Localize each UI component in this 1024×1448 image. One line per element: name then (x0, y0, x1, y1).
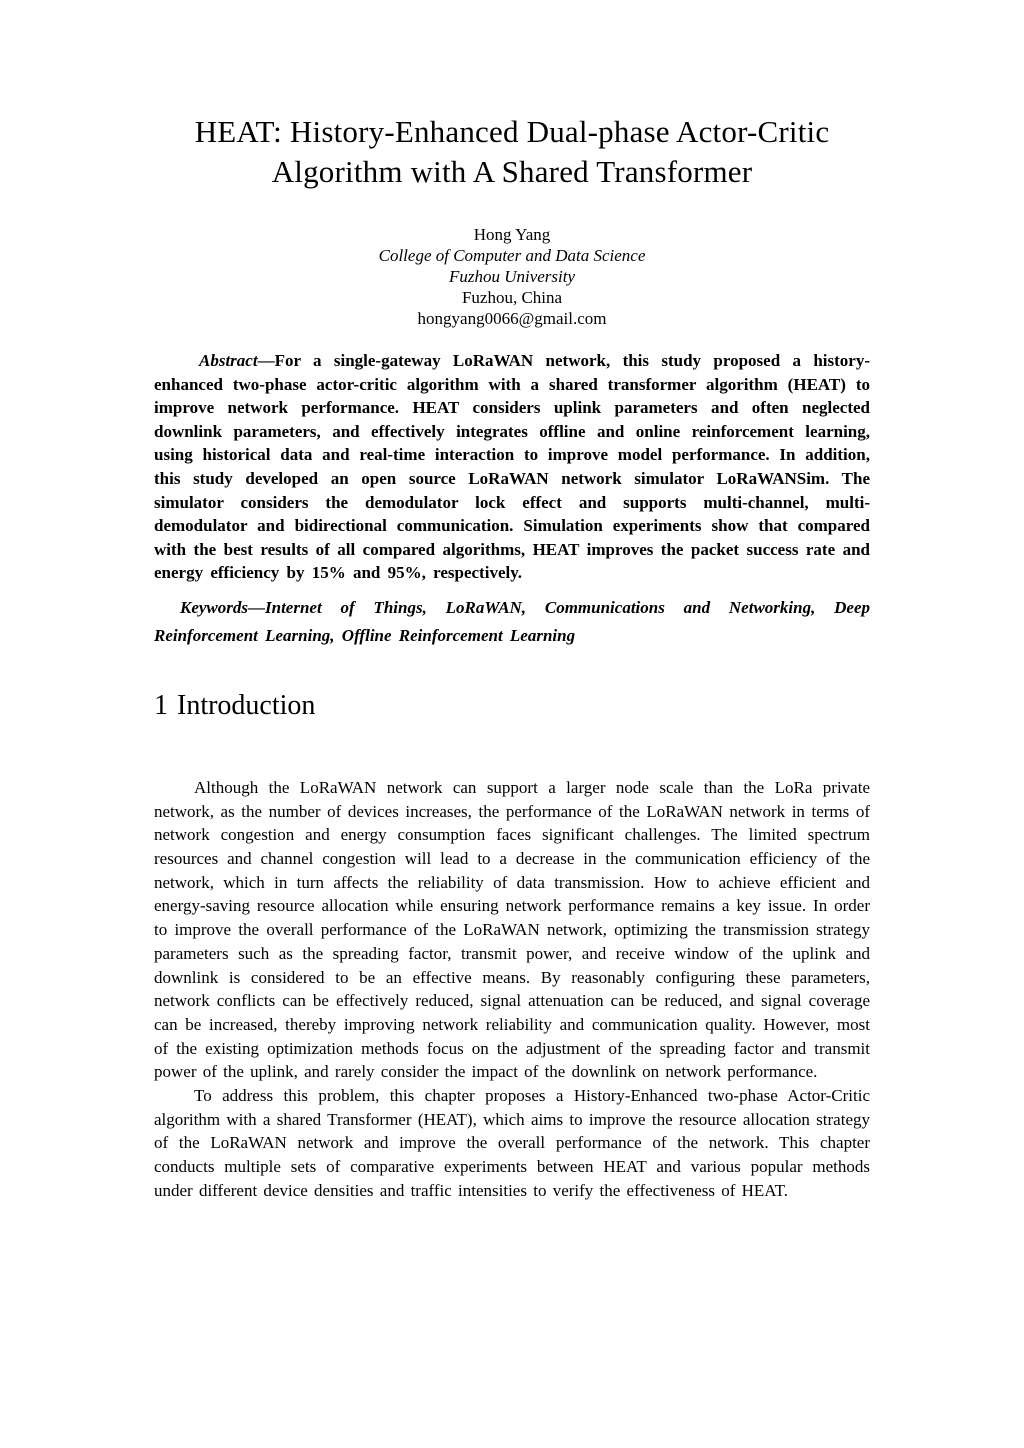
abstract-label: Abstract (199, 351, 258, 370)
author-location: Fuzhou, China (461, 288, 563, 307)
keywords-paragraph (154, 594, 870, 650)
section-title: Introduction (177, 689, 316, 721)
paper-title-line2: Algorithm with A Shared Transformer (271, 154, 753, 189)
author-affiliation-college: College of Computer and Data Science (378, 246, 646, 265)
keywords-label: Keywords (180, 597, 248, 617)
abstract-paragraph (154, 349, 870, 585)
intro-paragraph-2: To address this problem, this chapter proposes a History-Enhanced two-phase Actor-Critic algorithm with a shared Transformer (HEAT), which aims to improve the resource allocation strategy of the LoRaWAN network and improve the overall performance of the network. This chapter conducts multiple sets of comparative experiments between HEAT and various popular methods under different device densities and traffic intensities to verify the effectiveness of HEAT. (154, 1086, 870, 1200)
author-email: hongyang0066@gmail.com (417, 309, 607, 328)
author-name: Hong Yang (473, 225, 551, 244)
paper-title-line1: HEAT: History-Enhanced Dual-phase Actor-Critic (194, 114, 830, 149)
author-affiliation-university: Fuzhou University (448, 267, 576, 286)
paper-content (154, 0, 870, 1203)
section-number: 1 (154, 689, 168, 721)
paper-title (154, 112, 870, 192)
section-heading-introduction (154, 688, 870, 724)
abstract-text: —For a single-gateway LoRaWAN network, this study proposed a history-enhanced two-phase actor-critic algorithm with a shared transformer algorithm (HEAT) to improve network performance. HEAT considers uplink parameters and often neglected downlink parameters, and effectively integrates offline and online reinforcement learning, using historical data and real-time interaction to improve model performance. In addition, this study developed an open source LoRaWAN network simulator LoRaWANSim. The simulator considers the demodulator lock effect and supports multi-channel, multi-demodulator and bidirectional communication. Simulation experiments show that compared with the best results of all compared algorithms, HEAT improves the packet success rate and energy efficiency by 15% and 95%, respectively. (154, 351, 870, 583)
keywords-text: —Internet of Things, LoRaWAN, Communications and Networking, Deep Reinforcement Learning, Offline Reinforcement Learning (154, 597, 870, 645)
author-block (154, 224, 870, 329)
intro-paragraph-1: Although the LoRaWAN network can support a larger node scale than the LoRa private network, as the number of devices increases, the performance of the LoRaWAN network in terms of network congestion and energy consumption faces significant challenges. The limited spectrum resources and channel congestion will lead to a decrease in the communication efficiency of the network, which in turn affects the reliability of data transmission. How to achieve efficient and energy-saving resource allocation while ensuring network performance remains a key issue. In order to improve the overall performance of the LoRaWAN network, optimizing the transmission strategy parameters such as the spreading factor, transmit power, and receive window of the uplink and downlink is considered to be an effective means. By reasonably configuring these parameters, network conflicts can be effectively reduced, signal attenuation can be reduced, and signal coverage can be increased, thereby improving network reliability and communication quality. However, most of the existing optimization methods focus on the adjustment of the spreading factor and transmit power of the uplink, and rarely consider the impact of the downlink on network performance. (154, 777, 870, 1082)
